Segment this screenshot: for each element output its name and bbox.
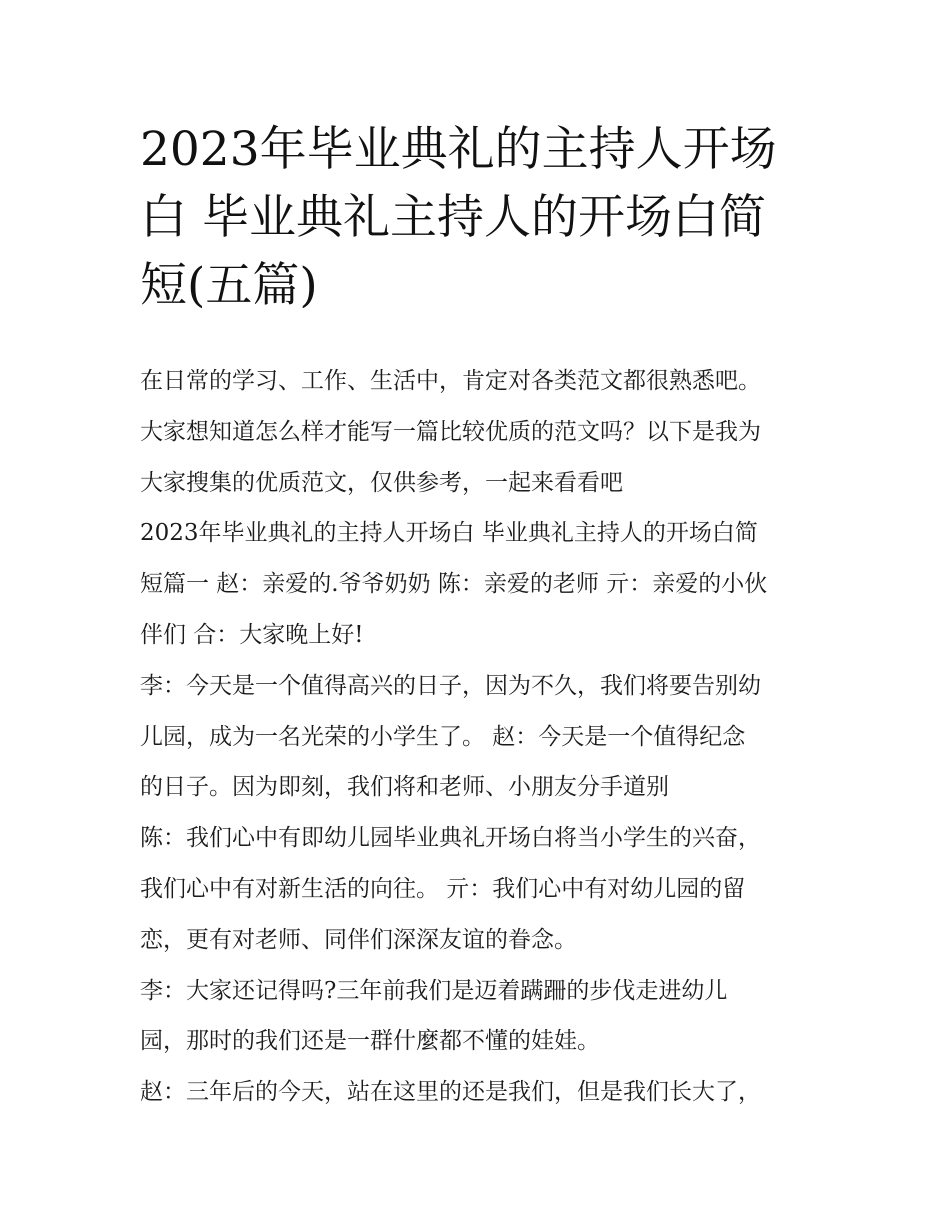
body-line: 李：今天是一个值得高兴的日子，因为不久，我们将要告别幼 bbox=[140, 672, 761, 699]
body-line: 恋，更有对老师、同伴们深深友谊的眷念。 bbox=[140, 926, 577, 953]
body-line: 我们心中有对新生活的向往。 亓：我们心中有对幼儿园的留 bbox=[140, 875, 746, 902]
body-line: 在日常的学习、工作、生活中，肯定对各类范文都很熟悉吧。 bbox=[140, 368, 761, 394]
body-line: 李：大家还记得吗?三年前我们是迈着蹒跚的步伐走进幼儿 bbox=[140, 977, 728, 1004]
body-line: 伴们 合：大家晚上好! bbox=[140, 621, 364, 648]
body-line: 2023年毕业典礼的主持人开场白 毕业典礼主持人的开场白简 bbox=[140, 520, 758, 547]
body-line: 赵：三年后的今天，站在这里的还是我们，但是我们长大了， bbox=[140, 1079, 761, 1106]
body-line: 儿园，成为一名光荣的小学生了。 赵：今天是一个值得纪念 bbox=[140, 723, 746, 750]
title-line: 白 毕业典礼主持人的开场白简 bbox=[140, 190, 766, 245]
body-line: 短篇一 赵：亲爱的.爷爷奶奶 陈：亲爱的老师 亓：亲爱的小伙 bbox=[140, 571, 768, 598]
title-line: 2023年毕业典礼的主持人开场 bbox=[140, 122, 777, 177]
body-line: 大家想知道怎么样才能写一篇比较优质的范文吗？以下是我为 bbox=[140, 418, 761, 445]
body-line: 园，那时的我们还是一群什麼都不懂的娃娃。 bbox=[140, 1028, 600, 1055]
body-line: 的日子。因为即刻，我们将和老师、小朋友分手道别 bbox=[140, 774, 669, 801]
body-line: 陈：我们心中有即幼儿园毕业典礼开场白将当小学生的兴奋， bbox=[140, 825, 761, 852]
body-line: 大家搜集的优质范文，仅供参考，一起来看看吧 bbox=[140, 469, 623, 496]
document-title bbox=[140, 116, 820, 320]
title-line: 短(五篇) bbox=[140, 258, 318, 313]
document-body bbox=[140, 356, 830, 1118]
